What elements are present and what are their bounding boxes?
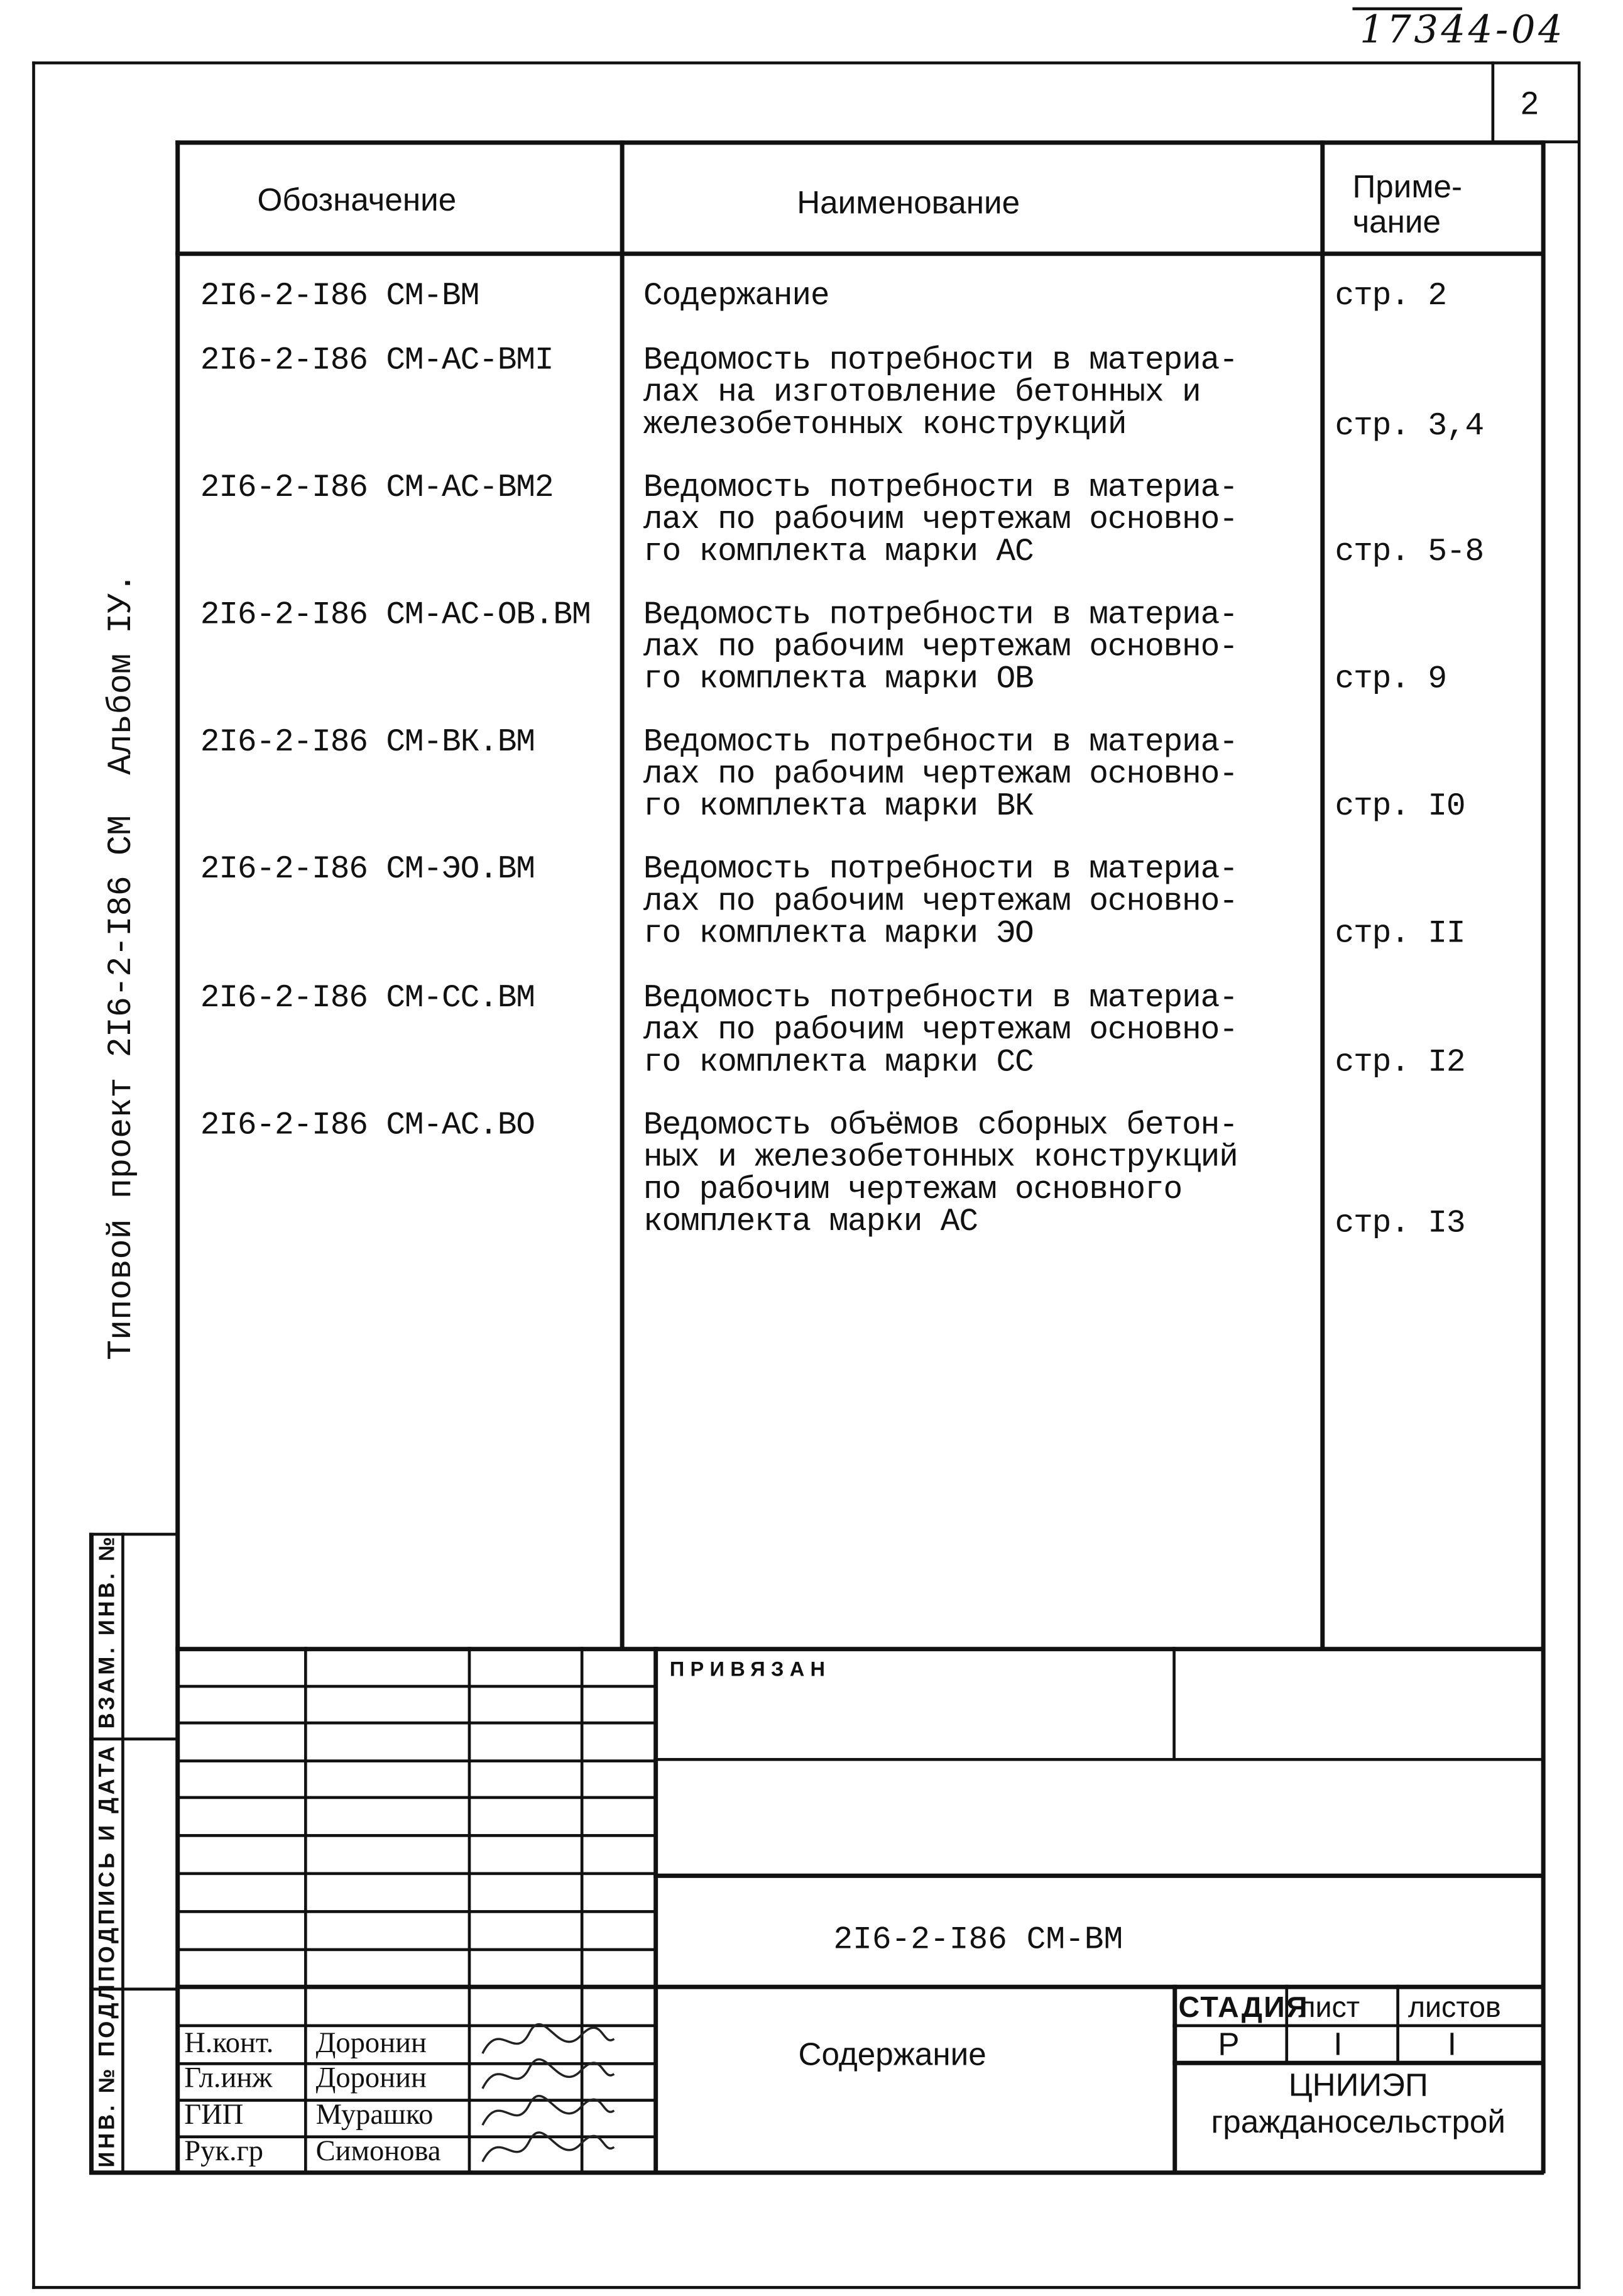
- row-code: 2I6-2-I86 СМ-АС-ВМI: [200, 342, 554, 379]
- header-designation: Обозначение: [257, 181, 457, 218]
- row-code: 2I6-2-I86 СМ-ЭО.ВМ: [200, 851, 535, 888]
- row-code: 2I6-2-I86 СМ-АС-ВМ2: [200, 469, 554, 507]
- row-page: стр. I0: [1335, 788, 1465, 825]
- row-page: стр. I2: [1335, 1044, 1465, 1081]
- side-title: Типовой проект 2I6-2-I86 СМ Альбом IУ.: [102, 573, 141, 1361]
- role-label: Н.конт.: [184, 2027, 274, 2060]
- col-divider-1: [620, 140, 625, 1649]
- tb-grid-row: [178, 1948, 655, 1952]
- tb-grid-row: [178, 1796, 655, 1799]
- titleblock-bottom: [89, 2170, 1544, 2175]
- sheets-label: листов: [1407, 1992, 1501, 2024]
- row-code: 2I6-2-I86 СМ-АС-ОВ.ВМ: [200, 596, 591, 634]
- person-name: Доронин: [315, 2062, 427, 2095]
- stage-value: Р: [1218, 2025, 1240, 2063]
- role-label: Гл.инж: [184, 2062, 273, 2095]
- header-note: Приме- чание: [1352, 168, 1463, 240]
- row-name: Ведомость потребности в материа- лах по рабочим чертежам основно- го комплекта марки ЭО: [643, 851, 1238, 952]
- table-top: [175, 140, 1544, 145]
- row-page: стр. II: [1335, 915, 1465, 952]
- doc-code: 2I6-2-I86 СМ-ВМ: [833, 1921, 1123, 1958]
- corner-code: 17344-04: [1360, 8, 1566, 53]
- sheets-value: I: [1447, 2025, 1456, 2063]
- tb-privyazan-divider: [1172, 1647, 1176, 1759]
- tb-grid-row: [178, 1910, 655, 1913]
- sheet-label: лист: [1298, 1992, 1360, 2024]
- stamp-vzam-inv: ВЗАМ. ИНВ. №: [95, 1534, 120, 1729]
- frame-left: [32, 62, 35, 2289]
- sheet-value: I: [1333, 2025, 1343, 2063]
- stamp-inv-podl: ИНВ. № ПОДЛ.: [95, 1972, 120, 2168]
- col-divider-2: [1320, 140, 1325, 1649]
- person-name: Доронин: [315, 2027, 427, 2060]
- row-page: стр. I3: [1335, 1205, 1465, 1242]
- row-code: 2I6-2-I86 СМ-ВМ: [200, 278, 479, 315]
- row-code: 2I6-2-I86 СМ-СС.ВМ: [200, 980, 535, 1017]
- person-name: Симонова: [315, 2135, 441, 2168]
- table-right: [1541, 140, 1546, 2173]
- row-name: Содержание: [643, 278, 829, 315]
- tb-stage-col-2: [1396, 1985, 1399, 2062]
- person-name: Мурашко: [315, 2099, 434, 2131]
- organization: ЦНИИЭП гражданосельстрой: [1211, 2067, 1506, 2140]
- tb-grid-col: [304, 1647, 307, 2173]
- stamp-sep-1: [89, 1737, 178, 1740]
- stamp-left: [89, 1533, 94, 2173]
- tb-row-1: [653, 1758, 1543, 1761]
- role-label: ГИП: [184, 2099, 244, 2131]
- row-name: Ведомость объёмов сборных бетон- ных и железобетонных конструкций по рабочим чертежам основного комплекта марки АС: [643, 1107, 1238, 1241]
- tb-row-3: [175, 1985, 1544, 1989]
- page-number: 2: [1521, 84, 1539, 122]
- tb-divider: [653, 1647, 658, 2173]
- frame-bottom: [32, 2286, 1580, 2289]
- tb-grid-row: [178, 1872, 655, 1876]
- role-label: Рук.гр: [184, 2135, 263, 2168]
- tb-grid-row: [178, 1722, 655, 1725]
- tb-row-2: [653, 1874, 1543, 1878]
- tb-grid-row: [178, 1834, 655, 1837]
- privyazan-label: ПРИВЯЗАН: [669, 1657, 831, 1681]
- page-box-left: [1492, 62, 1495, 142]
- row-name: Ведомость потребности в материа- лах по рабочим чертежам основно- го комплекта марки ВК: [643, 723, 1238, 825]
- row-page: стр. 3,4: [1335, 408, 1484, 445]
- doc-title: Содержание: [798, 2036, 986, 2073]
- frame-right: [1578, 62, 1581, 2289]
- row-code: 2I6-2-I86 СМ-ВК.ВМ: [200, 723, 535, 761]
- row-name: Ведомость потребности в материа- лах по рабочим чертежам основно- го комплекта марки АС: [643, 469, 1238, 571]
- row-page: стр. 2: [1335, 278, 1446, 315]
- titleblock-top: [175, 1647, 1544, 1651]
- stage-label: СТАДИЯ: [1178, 1992, 1309, 2024]
- stamp-divider: [121, 1533, 124, 2173]
- table-left: [175, 140, 180, 2173]
- header-bottom: [175, 251, 1544, 256]
- row-page: стр. 9: [1335, 661, 1446, 698]
- row-code: 2I6-2-I86 СМ-АС.ВО: [200, 1107, 535, 1144]
- row-name: Ведомость потребности в материа- лах по рабочим чертежам основно- го комплекта марки ОВ: [643, 596, 1238, 698]
- stamp-podpis-data: ПОДПИСЬ И ДАТА: [95, 1743, 120, 1982]
- row-name: Ведомость потребности в материа- лах по рабочим чертежам основно- го комплекта марки СС: [643, 980, 1238, 1081]
- tb-grid-row: [178, 1759, 655, 1762]
- row-name: Ведомость потребности в материа- лах на изготовление бетонных и железобетонных конструкций: [643, 342, 1238, 444]
- row-page: стр. 5-8: [1335, 534, 1484, 571]
- tb-grid-row: [178, 1685, 655, 1688]
- header-name: Наименование: [797, 184, 1020, 221]
- frame-top: [32, 62, 1579, 65]
- signature-icon: [471, 2126, 617, 2176]
